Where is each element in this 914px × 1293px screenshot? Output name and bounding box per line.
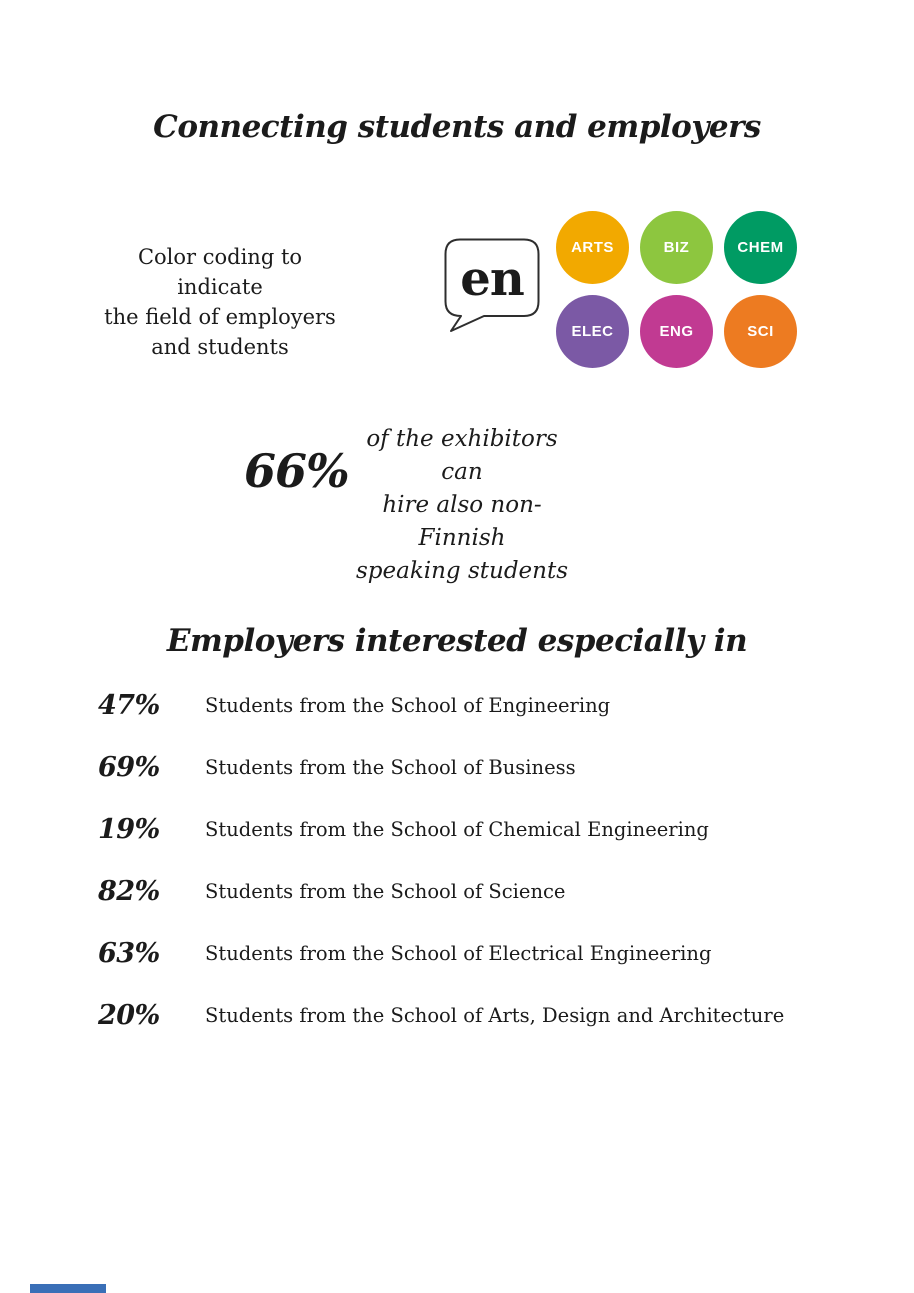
exhibitors-stat-value: 66% — [244, 444, 349, 498]
color-coding-description-line3: and students — [151, 335, 289, 359]
field-circle-elec — [556, 295, 629, 368]
interest-row-engineering — [98, 674, 838, 736]
color-coding-description-line1: Color coding to indicate — [137, 245, 303, 299]
field-circle-chem-label: CHEM — [737, 239, 784, 256]
en-speech-bubble — [444, 238, 542, 336]
field-circle-sci-label: SCI — [747, 323, 774, 340]
interest-percent: 63% — [98, 937, 160, 969]
color-coding-description-line2: the field of employers — [104, 305, 336, 329]
interest-label: Students from the School of Science — [205, 879, 566, 903]
bottom-accent-bar — [30, 1284, 106, 1293]
field-circle-biz-label: BIZ — [663, 239, 690, 256]
interest-heading: Employers interested especially in — [166, 622, 748, 659]
field-circle-eng-label: ENG — [659, 323, 694, 340]
interest-row-electrical — [98, 922, 838, 984]
interest-percent: 47% — [98, 689, 160, 721]
interest-row-business — [98, 736, 838, 798]
field-circle-arts-label: ARTS — [571, 239, 614, 256]
interest-percent: 82% — [98, 875, 160, 907]
field-circle-elec-label: ELEC — [571, 323, 614, 340]
interest-row-chemical — [98, 798, 838, 860]
en-label: en — [460, 251, 524, 307]
exhibitors-stat-line2: hire also non-Finnish — [382, 492, 542, 551]
interest-percent: 69% — [98, 751, 160, 783]
interest-label: Students from the School of Engineering — [205, 693, 611, 717]
interest-label: Students from the School of Business — [205, 755, 576, 779]
color-coding-description — [100, 242, 340, 362]
exhibitors-stat-text — [346, 423, 578, 588]
field-circle-eng — [640, 295, 713, 368]
field-circle-arts — [556, 211, 629, 284]
interest-label: Students from the School of Electrical Engineering — [205, 941, 712, 965]
interest-percent: 20% — [98, 999, 160, 1031]
field-circle-biz — [640, 211, 713, 284]
interest-label: Students from the School of Arts, Design and Architecture — [205, 1003, 785, 1027]
field-color-legend — [556, 211, 797, 368]
page-title: Connecting students and employers — [153, 108, 761, 145]
interest-percent: 19% — [98, 813, 160, 845]
field-circle-sci — [724, 295, 797, 368]
interest-label: Students from the School of Chemical Engineering — [205, 817, 709, 841]
interest-row-arts — [98, 984, 838, 1046]
exhibitors-stat-line3: speaking students — [355, 558, 569, 584]
exhibitors-stat-line1: of the exhibitors can — [366, 426, 558, 485]
interest-row-science — [98, 860, 838, 922]
field-circle-chem — [724, 211, 797, 284]
interest-list — [98, 674, 838, 1046]
